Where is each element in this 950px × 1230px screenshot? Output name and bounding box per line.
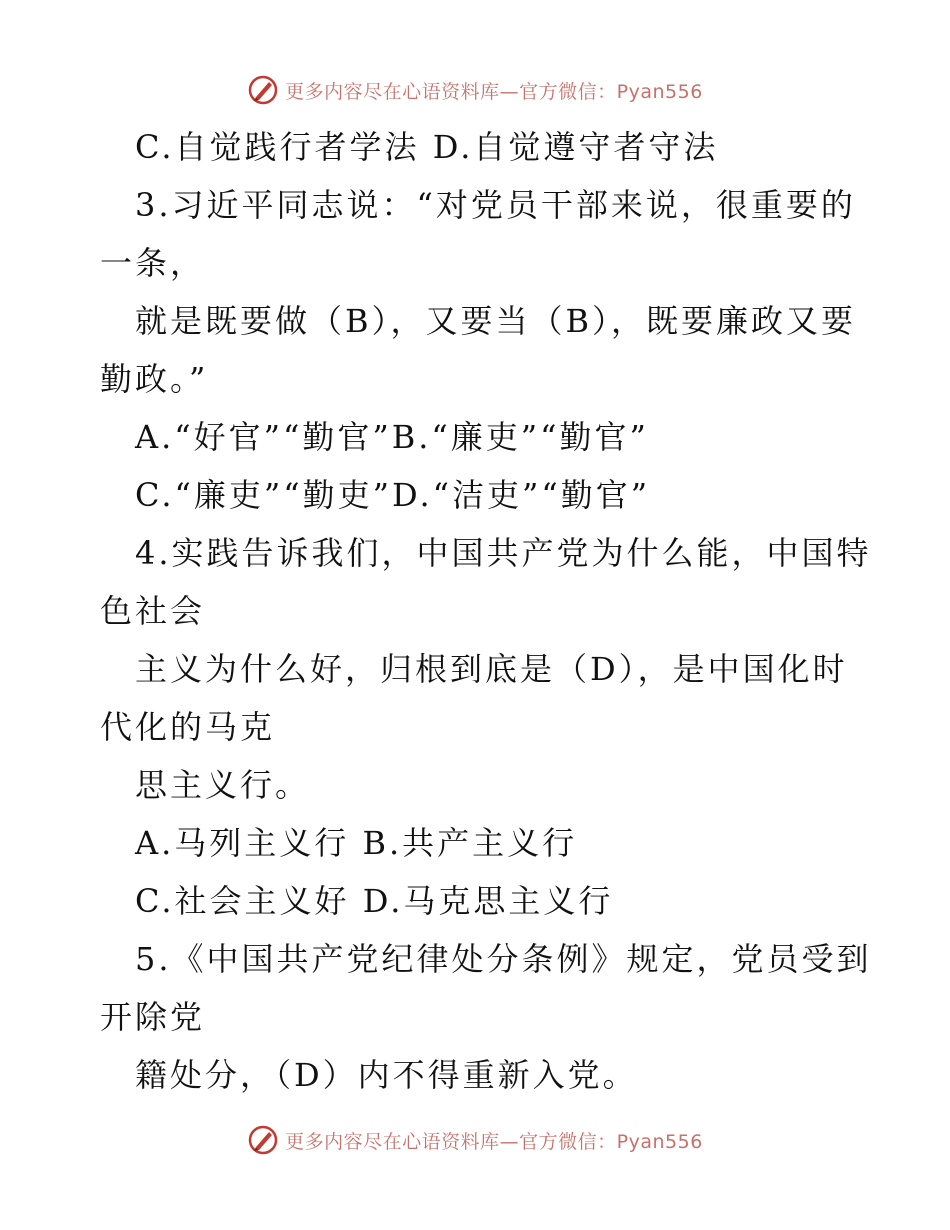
pen-logo-icon bbox=[247, 1124, 279, 1156]
footer-watermark bbox=[0, 1120, 950, 1160]
document-body bbox=[0, 118, 950, 1104]
text-line: 代化的马克 bbox=[100, 708, 276, 746]
text-line: 籍处分，（D）内不得重新入党。 bbox=[135, 1056, 638, 1094]
text-line: 就是既要做（B），又要当（B），既要廉政又要 bbox=[135, 302, 857, 340]
text-line: 4.实践告诉我们，中国共产党为什么能，中国特 bbox=[135, 534, 872, 572]
text-line: 开除党 bbox=[100, 998, 206, 1036]
text-line: C.社会主义好 D.马克思主义行 bbox=[135, 882, 614, 920]
watermark-text: 更多内容尽在心语资料库—官方微信：Pyan556 bbox=[285, 80, 703, 103]
text-line: 5.《中国共产党纪律处分条例》规定，党员受到 bbox=[135, 940, 872, 978]
text-line: C.“廉吏”“勤吏”D.“洁吏”“勤官” bbox=[135, 476, 651, 514]
text-line: 一条， bbox=[100, 244, 206, 282]
text-line: C.自觉践行者学法 D.自觉遵守者守法 bbox=[135, 128, 719, 166]
text-line: 3.习近平同志说：“对党员干部来说，很重要的 bbox=[135, 186, 856, 224]
text-line: A.马列主义行 B.共产主义行 bbox=[135, 824, 578, 862]
text-line: A.“好官”“勤官”B.“廉吏”“勤官” bbox=[135, 418, 649, 456]
header-watermark bbox=[0, 70, 950, 110]
text-line: 主义为什么好，归根到底是（D），是中国化时 bbox=[135, 650, 848, 688]
text-line: 思主义行。 bbox=[135, 766, 311, 804]
text-line: 勤政。” bbox=[100, 360, 209, 398]
watermark-text: 更多内容尽在心语资料库—官方微信：Pyan556 bbox=[285, 1130, 703, 1153]
text-line: 色社会 bbox=[100, 592, 206, 630]
pen-logo-icon bbox=[247, 74, 279, 106]
